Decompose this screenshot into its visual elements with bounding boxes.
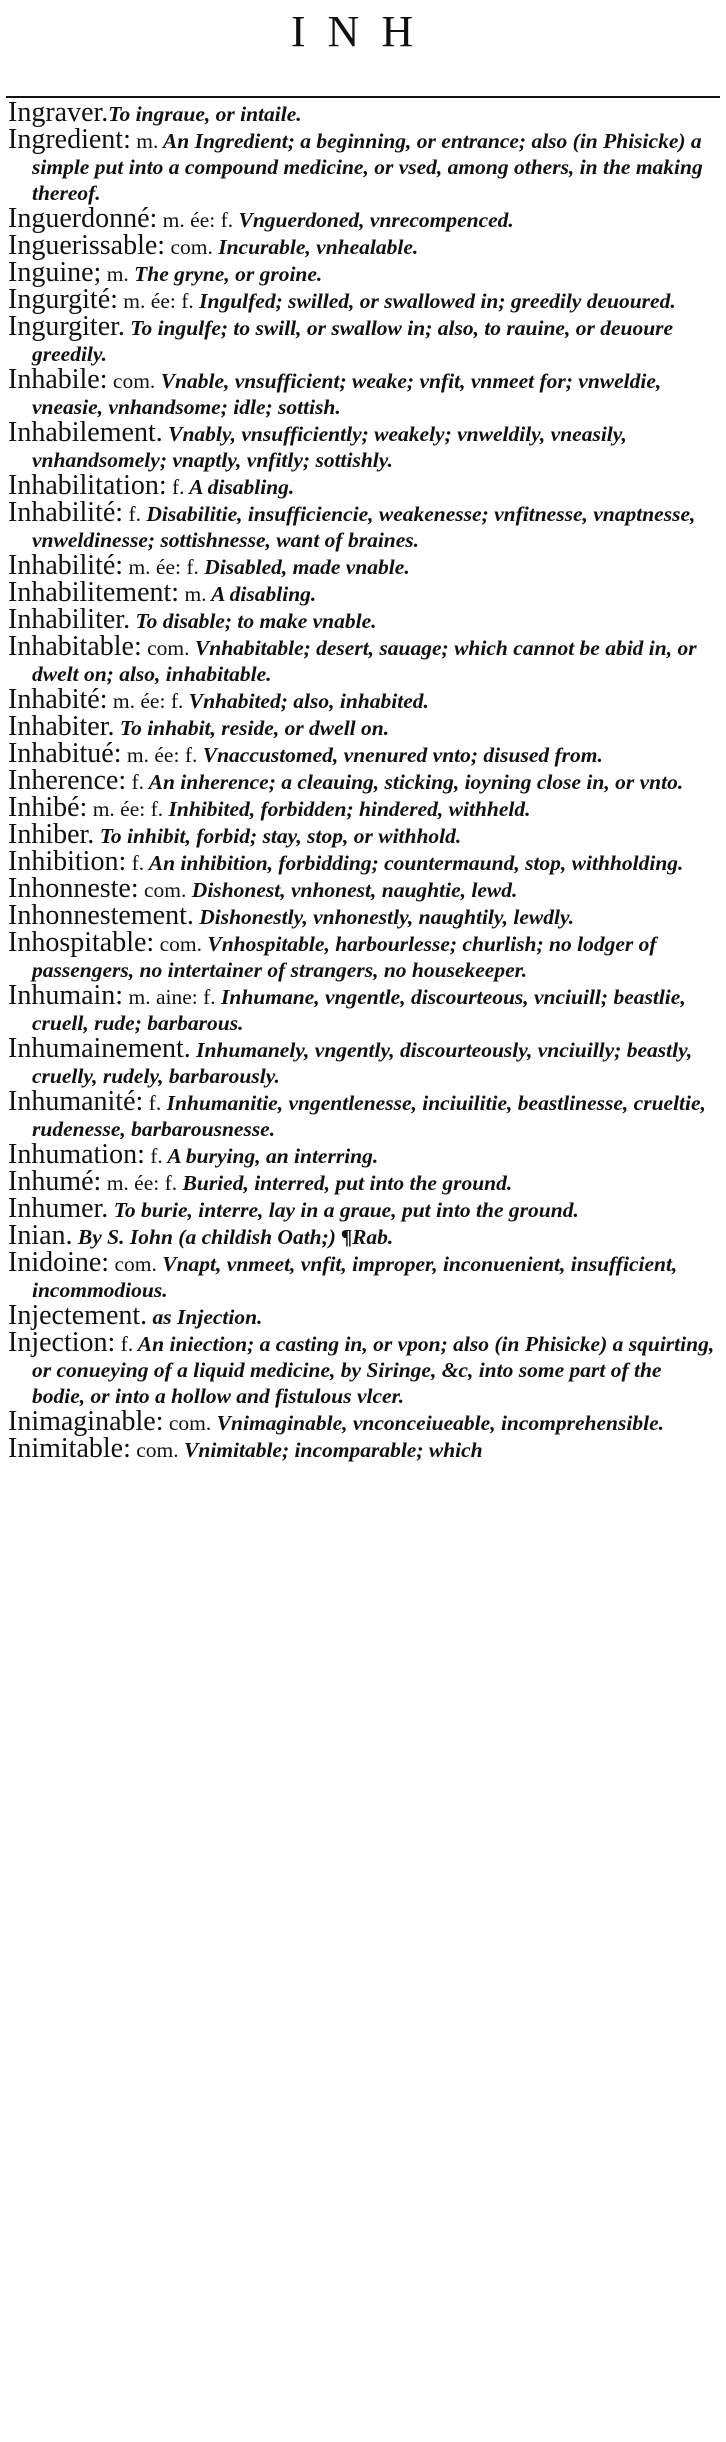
- entry-headword: Inhiber.: [8, 819, 95, 850]
- entry-headword: Inherence:: [8, 765, 127, 796]
- dictionary-entry: [8, 257, 718, 288]
- entry-definition: Vnhospitable, harbourlesse; churlish; no lodger of passengers, no intertainer of strangers, no housekeeper.: [32, 932, 657, 982]
- dictionary-entry: [8, 873, 718, 904]
- entry-headword: Inhabilitement:: [8, 577, 180, 608]
- entry-grammar: com.: [163, 1411, 212, 1435]
- entry-grammar: m.: [130, 129, 159, 153]
- header-rule: [6, 96, 720, 98]
- dictionary-entry: [8, 1433, 718, 1464]
- entry-definition: Vnimitable; incomparable; which: [178, 1438, 483, 1462]
- dictionary-entry: [8, 792, 718, 823]
- entry-headword: Inhumé:: [8, 1166, 102, 1197]
- entry-grammar: com.: [141, 636, 190, 660]
- entry-headword: Inhumer.: [8, 1193, 109, 1224]
- entry-grammar: f.: [115, 1332, 134, 1356]
- entry-grammar: m. ée: f.: [107, 689, 184, 713]
- entry-definition: To ingulfe; to swill, or swallow in; also, to rauine, or deuoure greedily.: [32, 316, 674, 366]
- entry-grammar: f.: [144, 1144, 163, 1168]
- dictionary-entry: [8, 1247, 718, 1303]
- entry-definition: Dishonest, vnhonest, naughtie, lewd.: [186, 878, 518, 902]
- entry-grammar: m. ée: f.: [123, 555, 199, 579]
- entry-definition: Disabilitie, insufficiencie, weakenesse; vnfitnesse, vnaptnesse, vnweldinesse; sottishnesse, want of braines.: [32, 502, 696, 552]
- entry-headword: Ingurgité:: [8, 284, 118, 315]
- entry-definition: An Ingredient; a beginning, or entrance; also (in Phisicke) a simple put into a compound medicine, or vsed, among others, in the making thereof.: [32, 129, 703, 205]
- dictionary-entry: [8, 1220, 718, 1251]
- entry-headword: Inhabité:: [8, 684, 108, 715]
- entry-definition: A burying, an interring.: [162, 1144, 379, 1168]
- entry-headword: Inhabile:: [8, 364, 108, 395]
- dictionary-entry: [8, 927, 718, 983]
- dictionary-entry: [8, 97, 718, 128]
- entry-headword: Inhabiliter.: [8, 604, 131, 635]
- entry-list: [8, 97, 718, 1464]
- entry-definition: Inhibited, forbidden; hindered, withheld.: [163, 797, 531, 821]
- dictionary-entry: [8, 684, 718, 715]
- entry-definition: To inhibit, forbid; stay, stop, or withhold.: [94, 824, 462, 848]
- dictionary-entry: [8, 203, 718, 234]
- entry-definition: Dishonestly, vnhonestly, naughtily, lewdly.: [193, 905, 575, 929]
- entry-grammar: f.: [123, 502, 141, 526]
- entry-grammar: m.: [101, 262, 129, 286]
- entry-definition: Vnable, vnsufficient; weake; vnfit, vnmeet for; vnweldie, vneasie, vnhandsome; idle; sottish.: [32, 369, 662, 419]
- entry-definition: To burie, interre, lay in a graue, put into the ground.: [108, 1198, 579, 1222]
- dictionary-entry: [8, 124, 718, 206]
- entry-definition: Vnably, vnsufficiently; weakely; vnweldily, vneasily, vnhandsomely; vnaptly, vnfitly; sottishly.: [32, 422, 627, 472]
- entry-headword: Inhumainement.: [8, 1033, 191, 1064]
- dictionary-entry: [8, 497, 718, 553]
- running-head: INH: [290, 7, 436, 56]
- entry-definition: Vnapt, vnmeet, vnfit, improper, inconuenient, insufficient, incommodious.: [32, 1252, 678, 1302]
- dictionary-entry: [8, 631, 718, 687]
- entry-definition: Vnhabitable; desert, sauage; which cannot be abid in, or dwelt on; also, inhabitable.: [32, 636, 697, 686]
- entry-definition: An inherence; a cleauing, sticking, ioyning close in, or vnto.: [144, 770, 684, 794]
- entry-headword: Injection:: [8, 1327, 116, 1358]
- entry-headword: Inhabilité:: [8, 497, 124, 528]
- entry-grammar: com.: [109, 1252, 157, 1276]
- dictionary-entry: [8, 765, 718, 796]
- dictionary-entry: [8, 311, 718, 367]
- dictionary-entry: [8, 819, 718, 850]
- entry-headword: Inimaginable:: [8, 1406, 164, 1437]
- dictionary-entry: [8, 1193, 718, 1224]
- dictionary-entry: [8, 980, 718, 1036]
- entry-definition: Inhumane, vngentle, discourteous, vnciuill; beastlie, cruell, rude; barbarous.: [32, 985, 686, 1035]
- dictionary-entry: [8, 1033, 718, 1089]
- dictionary-entry: [8, 230, 718, 261]
- entry-headword: Inhabitable:: [8, 631, 142, 662]
- entry-definition: An inhibition, forbidding; countermaund, stop, withholding.: [144, 851, 684, 875]
- entry-definition: as Injection.: [147, 1305, 263, 1329]
- dictionary-entry: [8, 577, 718, 608]
- entry-headword: Inhabilité:: [8, 550, 124, 581]
- entry-definition: The gryne, or groine.: [128, 262, 323, 286]
- entry-headword: Inhonnestement.: [8, 900, 194, 931]
- entry-grammar: com.: [130, 1438, 179, 1462]
- dictionary-entry: [8, 1086, 718, 1142]
- entry-definition: Incurable, vnhealable.: [212, 235, 419, 259]
- entry-definition: By S. Iohn (a childish Oath;) ¶Rab.: [72, 1225, 394, 1249]
- entry-definition: Vnimaginable, vnconceiueable, incomprehensible.: [211, 1411, 664, 1435]
- dictionary-entry: [8, 1327, 718, 1409]
- entry-definition: An iniection; a casting in, or vpon; also (in Phisicke) a squirting, or conueying of a liquid medicine, by Siringe, &c, into some part of the bodie, or into a hollow and fistulous vlcer.: [32, 1332, 715, 1408]
- entry-definition: Ingulfed; swilled, or swallowed in; greedily deuoured.: [193, 289, 676, 313]
- entry-definition: Buried, interred, put into the ground.: [177, 1171, 513, 1195]
- entry-definition: Inhumanely, vngently, discourteously, vnciuilly; beastly, cruelly, rudely, barbarously.: [32, 1038, 693, 1088]
- entry-headword: Ingurgiter.: [8, 311, 125, 342]
- dictionary-entry: [8, 1406, 718, 1437]
- entry-headword: Inguerissable:: [8, 230, 166, 261]
- entry-definition: To inhabit, reside, or dwell on.: [114, 716, 390, 740]
- dictionary-entry: [8, 470, 718, 501]
- dictionary-entry: [8, 1300, 718, 1331]
- dictionary-entry: [8, 711, 718, 742]
- entry-grammar: m. ée: f.: [101, 1171, 178, 1195]
- entry-headword: Inguine;: [8, 257, 102, 288]
- entry-headword: Ingraver.: [8, 97, 109, 128]
- entry-headword: Inhumation:: [8, 1139, 145, 1170]
- dictionary-entry: [8, 417, 718, 473]
- dictionary-entry: [8, 364, 718, 420]
- entry-headword: Inhonneste:: [8, 873, 139, 904]
- entry-grammar: m. ée: f.: [87, 797, 164, 821]
- entry-headword: Inhumanité:: [8, 1086, 144, 1117]
- dictionary-entry: [8, 900, 718, 931]
- entry-grammar: com.: [165, 235, 213, 259]
- dictionary-entry: [8, 284, 718, 315]
- entry-grammar: m. ée: f.: [157, 208, 234, 232]
- entry-grammar: com.: [154, 932, 202, 956]
- entry-grammar: m. ée: f.: [121, 743, 198, 767]
- dictionary-entry: [8, 846, 718, 877]
- entry-grammar: m. ée: f.: [117, 289, 194, 313]
- dictionary-entry: [8, 550, 718, 581]
- entry-grammar: m.: [179, 582, 207, 606]
- entry-headword: Ingredient:: [8, 124, 131, 155]
- entry-definition: Inhumanitie, vngentlenesse, inciuilitie, beastlinesse, crueltie, rudenesse, barbarousnesse.: [32, 1091, 706, 1141]
- entry-headword: Inian.: [8, 1220, 73, 1251]
- entry-grammar: f.: [143, 1091, 162, 1115]
- entry-grammar: f.: [126, 851, 145, 875]
- entry-definition: Disabled, made vnable.: [198, 555, 410, 579]
- entry-definition: Vnguerdoned, vnrecompenced.: [233, 208, 514, 232]
- entry-headword: Inguerdonné:: [8, 203, 158, 234]
- entry-definition: To disable; to make vnable.: [130, 609, 377, 633]
- entry-definition: A disabling.: [184, 475, 295, 499]
- entry-definition: To ingraue, or intaile.: [108, 102, 302, 126]
- entry-grammar: m. aine: f.: [123, 985, 216, 1009]
- entry-headword: Inimitable:: [8, 1433, 131, 1464]
- entry-headword: Inhospitable:: [8, 927, 155, 958]
- entry-definition: Vnaccustomed, vnenured vnto; disused from.: [197, 743, 603, 767]
- entry-grammar: com.: [138, 878, 187, 902]
- dictionary-entry: [8, 604, 718, 635]
- dictionary-entry: [8, 738, 718, 769]
- entry-definition: Vnhabited; also, inhabited.: [183, 689, 429, 713]
- entry-grammar: com.: [107, 369, 156, 393]
- entry-headword: Injectement.: [8, 1300, 148, 1331]
- entry-headword: Inhumain:: [8, 980, 124, 1011]
- entry-definition: A disabling.: [206, 582, 317, 606]
- entry-headword: Inidoine:: [8, 1247, 110, 1278]
- entry-headword: Inhabilitation:: [8, 470, 167, 501]
- entry-headword: Inhabiter.: [8, 711, 115, 742]
- entry-headword: Inhibition:: [8, 846, 127, 877]
- entry-headword: Inhibé:: [8, 792, 88, 823]
- entry-headword: Inhabitué:: [8, 738, 122, 769]
- entry-grammar: f.: [166, 475, 185, 499]
- dictionary-entry: [8, 1139, 718, 1170]
- entry-grammar: f.: [126, 770, 145, 794]
- entry-headword: Inhabilement.: [8, 417, 163, 448]
- dictionary-entry: [8, 1166, 718, 1197]
